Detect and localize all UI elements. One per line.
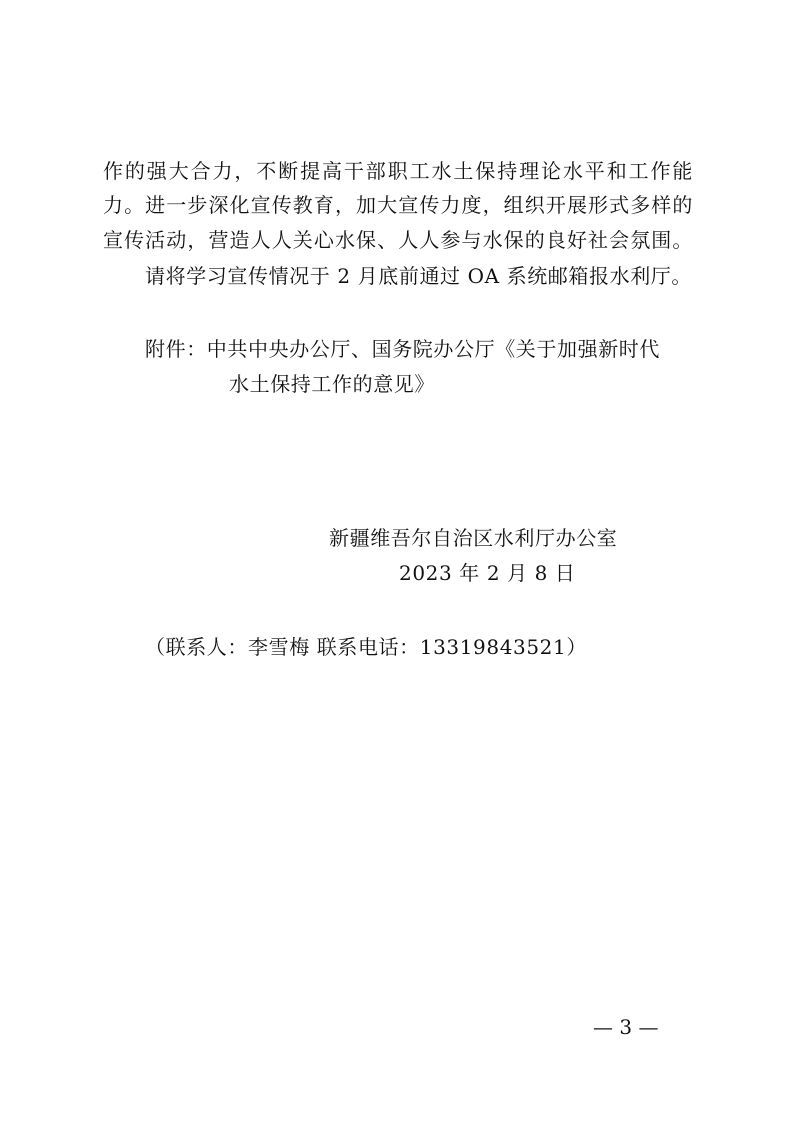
body-paragraph-line-1: 作的强大合力，不断提高干部职工水土保持理论水平和工作能 <box>103 159 693 183</box>
attachment-line-1: 附件：中共中央办公厅、国务院办公厅《关于加强新时代 <box>145 337 660 361</box>
attachment-line-2: 水土保持工作的意见》 <box>229 372 435 396</box>
body-paragraph-line-3: 宣传活动，营造人人关心水保、人人参与水保的良好社会氛围。 <box>103 228 693 252</box>
signature-organization: 新疆维吾尔自治区水利厅办公室 <box>329 526 618 550</box>
body-paragraph-line-4: 请将学习宣传情况于 2 月底前通过 OA 系统邮箱报水利厅。 <box>145 264 692 288</box>
body-paragraph-line-2: 力。进一步深化宣传教育，加大宣传力度，组织开展形式多样的 <box>103 193 693 217</box>
signature-date: 2023 年 2 月 8 日 <box>399 561 576 585</box>
page-number: — 3 — <box>593 1015 659 1039</box>
contact-info: （联系人：李雪梅 联系电话：13319843521） <box>145 635 587 659</box>
